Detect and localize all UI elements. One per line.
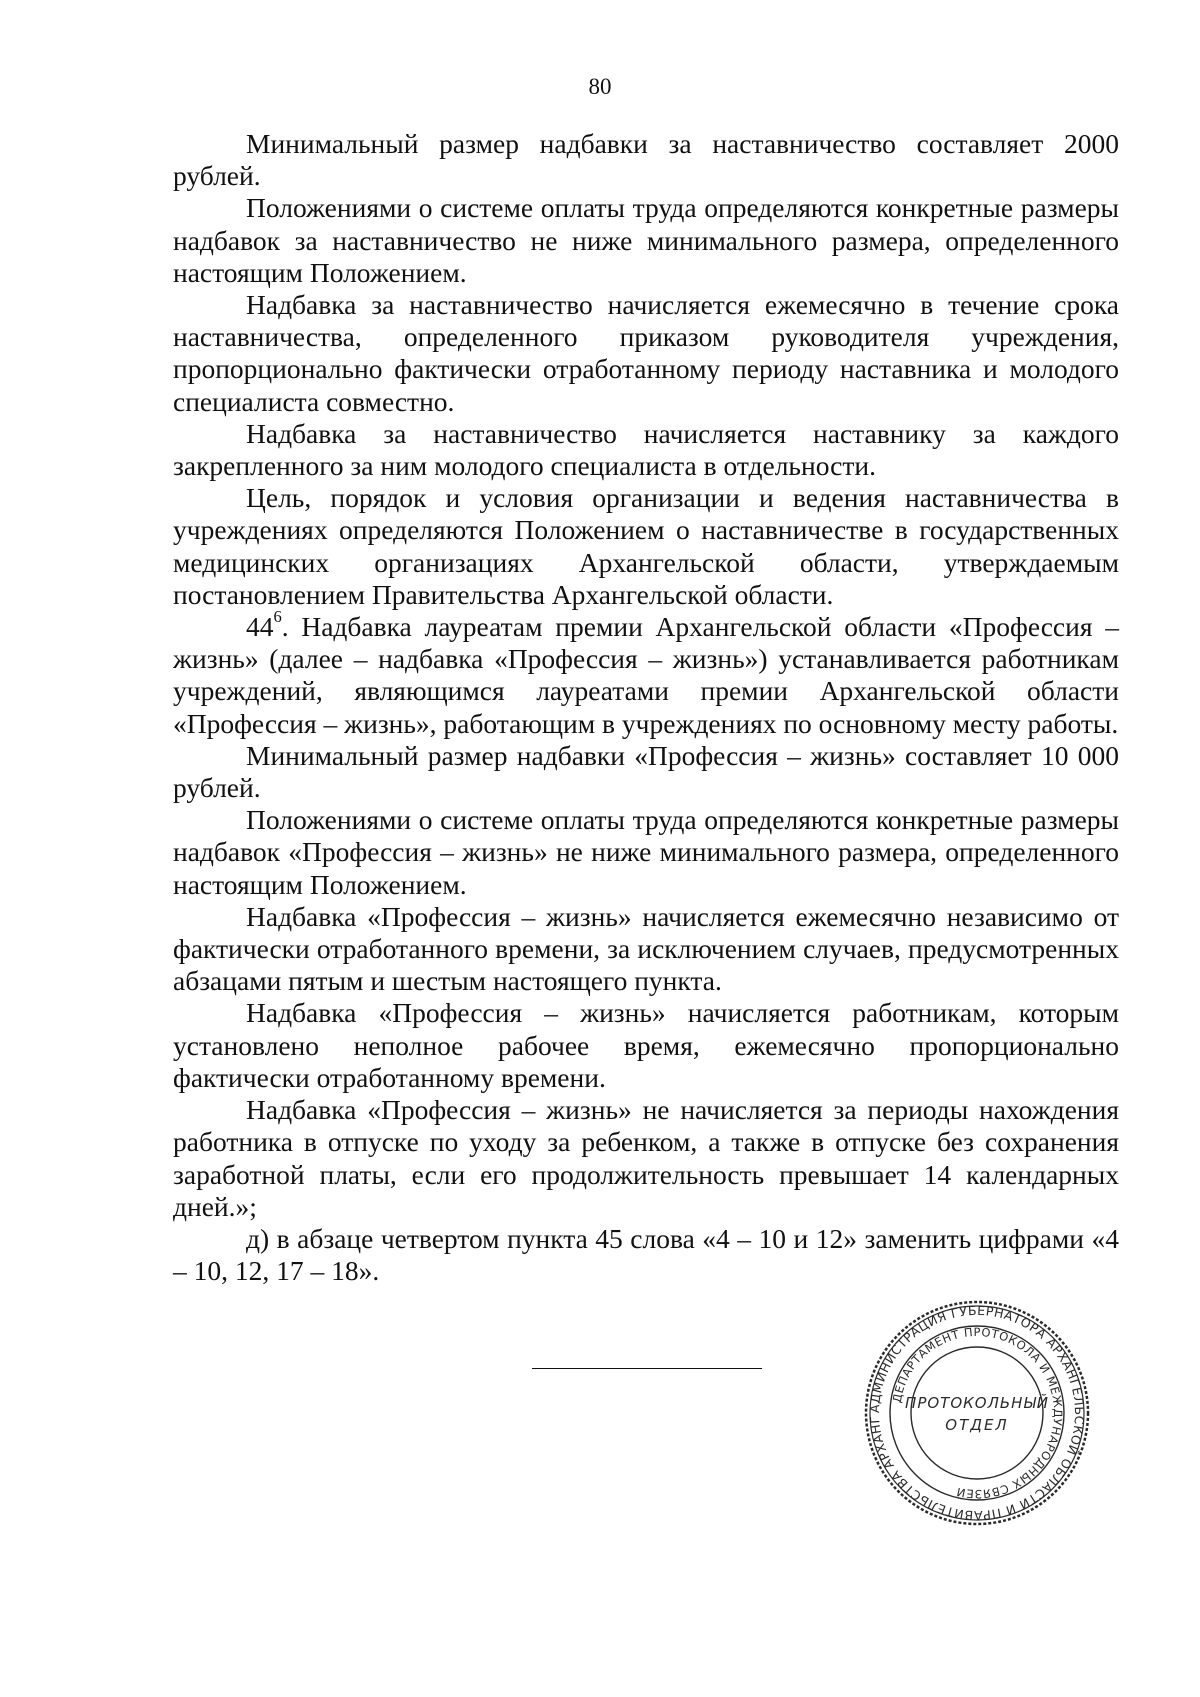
paragraph-6	[173, 607, 1119, 740]
clause-number-superscript: 6	[273, 607, 282, 627]
stamp-outer-text: АДМИНИСТРАЦИЯ ГУБЕРНАТОРА АРХАНГЕЛЬСКОЙ ОБЛАСТИ И ПРАВИТЕЛЬСТВА АРХАНГ	[866, 1302, 1088, 1524]
stamp-graphic	[862, 1298, 1092, 1528]
page-number: 80	[588, 74, 612, 99]
paragraph-10: Надбавка «Профессия – жизнь» начисляется работникам, которым установлено неполное рабочее время, ежемесячно пропорционально фактически отработанному времени.	[173, 997, 1119, 1093]
stamp-inner-circle	[911, 1347, 1043, 1479]
stamp-inner-text: ДЕПАРТАМЕНТ ПРОТОКОЛА И МЕЖДУНАРОДНЫХ СВЯЗЕЙ	[889, 1324, 1066, 1502]
paragraph-5: Цель, порядок и условия организации и ведения наставничества в учреждениях определяются Положением о наставничестве в государственных медицинских организациях Архангельской области, утверждаемым постановлением Правительства Архангельской области.	[173, 482, 1119, 610]
paragraph-11: Надбавка «Профессия – жизнь» не начисляется за периоды нахождения работника в отпуске по уходу за ребенком, а также в отпуске без сохранения заработной платы, если его продолжительность превышает 14 календарных дней.»;	[173, 1094, 1119, 1222]
paragraph-3: Надбавка за наставничество начисляется ежемесячно в течение срока наставничества, определенного приказом руководителя учреждения, пропорционально фактически отработанному периоду наставника и молодого специалиста совместно.	[173, 289, 1119, 417]
paragraph-4: Надбавка за наставничество начисляется наставнику за каждого закрепленного за ним молодого специалиста в отдельности.	[173, 417, 1119, 482]
paragraph-8: Положениями о системе оплаты труда определяются конкретные размеры надбавок «Профессия – жизнь» не ниже минимального размера, определенного настоящим Положением.	[173, 804, 1119, 900]
paragraph-1: Минимальный размер надбавки за наставничество составляет 2000 рублей.	[173, 128, 1119, 192]
clause-number: 44	[246, 611, 274, 643]
clause-text: . Надбавка лауреатам премии Архангельской области «Профессия – жизнь» (далее – надбавка «Профессия – жизнь») устанавливается работникам учреждений, являющимся лауреатами премии Архангельской области «Профессия – жизнь», работающим в учреждениях по основному месту работы.	[173, 611, 1119, 739]
paragraph-9: Надбавка «Профессия – жизнь» начисляется ежемесячно независимо от фактически отработанного времени, за исключением случаев, предусмотренных абзацами пятым и шестым настоящего пункта.	[173, 900, 1119, 997]
stamp-center-line-1: ПРОТОКОЛЬНЫЙ	[905, 1394, 1049, 1412]
paragraph-12: д) в абзаце четвертом пункта 45 слова «4 – 10 и 12» заменить цифрами «4 – 10, 12, 17 – 18».	[173, 1222, 1119, 1287]
document-body	[173, 128, 1119, 1287]
paragraph-7: Минимальный размер надбавки «Профессия – жизнь» составляет 10 000 рублей.	[173, 739, 1119, 804]
end-divider-line	[532, 1368, 762, 1369]
official-stamp	[862, 1298, 1092, 1528]
stamp-center-line-2: ОТДЕЛ	[945, 1416, 1009, 1434]
paragraph-2: Положениями о системе оплаты труда определяются конкретные размеры надбавок за наставничество не ниже минимального размера, определенного настоящим Положением.	[173, 192, 1119, 288]
